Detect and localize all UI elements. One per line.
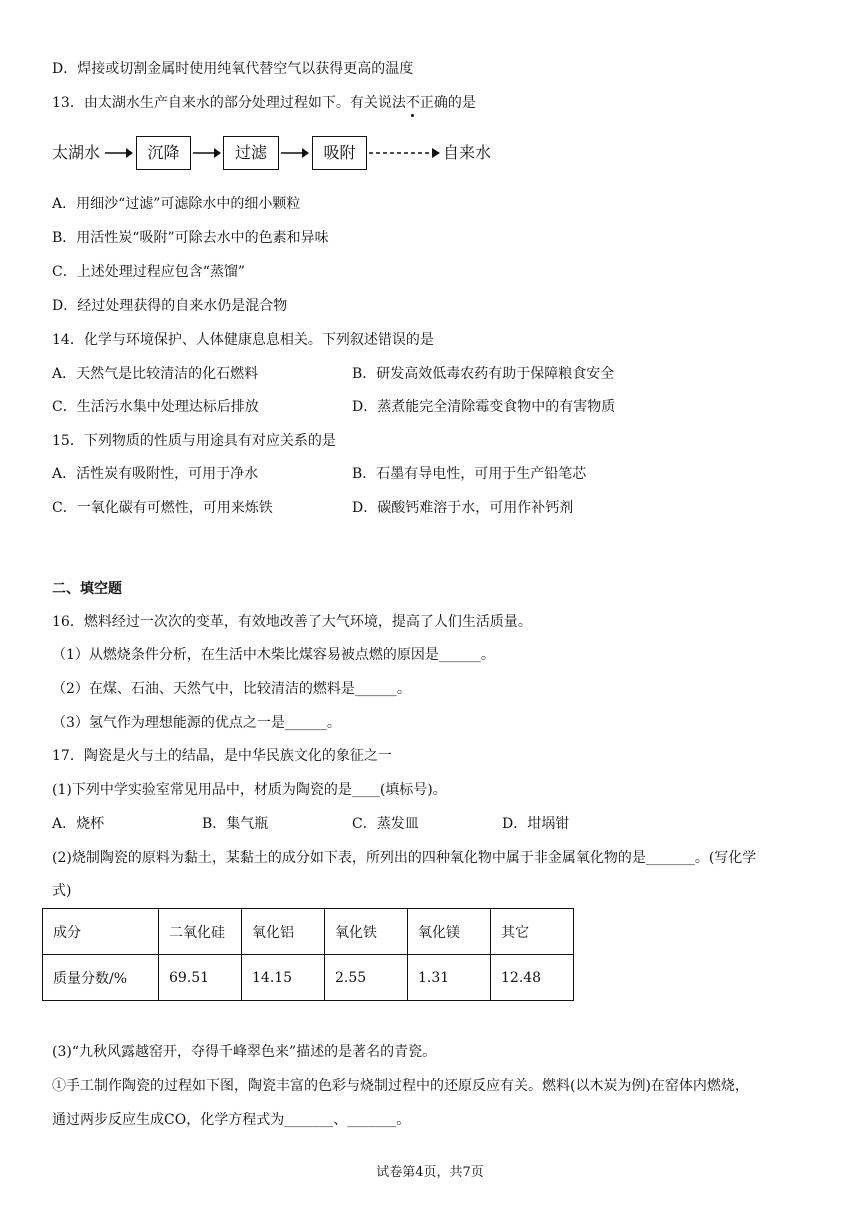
table-cell: 其它	[491, 909, 574, 955]
arrow-right-icon	[104, 136, 134, 170]
flow-source: 太湖水	[52, 143, 101, 162]
dashed-arrow-right-icon	[368, 136, 442, 170]
q13-option-d: D．经过处理获得的自来水仍是混合物	[52, 298, 288, 314]
q15-option-b: B．石墨有导电性，可用于生产铅笔芯	[352, 466, 587, 482]
q17-part-1-option-d: D．坩埚钳	[502, 816, 570, 832]
table-cell: 69.51	[159, 955, 242, 1001]
q17-part-3: (3)“九秋风露越窑开，夺得千峰翠色来”描述的是著名的青瓷。	[52, 1044, 437, 1060]
arrow-right-icon	[280, 136, 310, 170]
q13-option-b: B．用活性炭“吸附”可除去水中的色素和异味	[52, 230, 329, 246]
q17-part-1-option-c: C．蒸发皿	[352, 816, 419, 832]
table-cell: 成分	[43, 909, 159, 955]
q13-stem	[52, 93, 476, 113]
flow-step-adsorption: 吸附	[312, 136, 367, 170]
q17-part-2-line-2: 式)	[52, 883, 72, 899]
q16-stem: 16．燃料经过一次次的变革，有效地改善了大气环境，提高了人们生活质量。	[52, 614, 532, 630]
q15-option-a: A．活性炭有吸附性，可用于净水	[52, 466, 259, 482]
q16-part-2: （2）在煤、石油、天然气中，比较清洁的燃料是______。	[52, 681, 411, 697]
table-cell: 2.55	[325, 955, 408, 1001]
q14-option-c: C．生活污水集中处理达标后排放	[52, 399, 259, 415]
q17-part-2-line-1: (2)烧制陶瓷的原料为黏土，某黏土的成分如下表，所列出的四种氧化物中属于非金属氧化物的是_______。(写化学	[52, 850, 757, 866]
table-cell: 质量分数/%	[43, 955, 159, 1001]
table-row	[43, 955, 574, 1001]
q15-option-c: C．一氧化碳有可燃性，可用来炼铁	[52, 500, 273, 516]
q12-option-d: D．焊接或切割金属时使用纯氧代替空气以获得更高的温度	[52, 61, 414, 77]
q16-part-1: （1）从燃烧条件分析，在生活中木柴比煤容易被点燃的原因是______。	[52, 647, 495, 663]
table-cell: 氧化铝	[242, 909, 325, 955]
table-cell: 14.15	[242, 955, 325, 1001]
q17-part-1-option-b: B．集气瓶	[202, 816, 269, 832]
q15-option-d: D．碳酸钙难溶于水，可用作补钙剂	[352, 500, 574, 516]
q14-option-d: D．蒸煮能完全清除霉变食物中的有害物质	[352, 399, 616, 415]
q13-option-c: C．上述处理过程应包含“蒸馏”	[52, 264, 246, 280]
q13-stem-after: 正确的是	[419, 95, 476, 111]
q15-stem: 15．下列物质的性质与用途具有对应关系的是	[52, 433, 336, 449]
table-cell: 二氧化硅	[159, 909, 242, 955]
q13-stem-before: 13．由太湖水生产自来水的部分处理过程如下。有关说法	[52, 95, 406, 111]
arrow-right-icon	[192, 136, 222, 170]
table-cell: 氧化铁	[325, 909, 408, 955]
q13-option-a: A．用细沙“过滤”可滤除水中的细小颗粒	[52, 196, 301, 212]
q17-part-1: (1)下列中学实验室常见用品中，材质为陶瓷的是____(填标号)。	[52, 782, 447, 798]
flow-step-settling: 沉降	[136, 136, 191, 170]
page-footer: 试卷第4页，共7页	[376, 1165, 484, 1180]
section-title: 二、填空题	[52, 581, 122, 597]
q17-part-1-option-a: A．烧杯	[52, 816, 105, 832]
q13-stem-emphasis: 不	[405, 95, 420, 111]
flow-step-filtration: 过滤	[223, 136, 279, 170]
q17-stem: 17．陶瓷是火与土的结晶，是中华民族文化的象征之一	[52, 748, 392, 764]
flow-result: 自来水	[443, 143, 492, 162]
table-cell: 氧化镁	[408, 909, 491, 955]
q14-stem: 14．化学与环境保护、人体健康息息相关。下列叙述错误的是	[52, 332, 434, 348]
q17-part-3-sub-line-2: 通过两步反应生成CO，化学方程式为_______、_______。	[52, 1112, 411, 1128]
q16-part-3: （3）氢气作为理想能源的优点之一是______。	[52, 715, 341, 731]
q14-option-a: A．天然气是比较清洁的化石燃料	[52, 366, 259, 382]
clay-composition-table	[42, 908, 574, 1001]
table-cell: 12.48	[491, 955, 574, 1001]
table-cell: 1.31	[408, 955, 491, 1001]
table-header-row	[43, 909, 574, 955]
q17-part-3-sub-line-1: ①手工制作陶瓷的过程如下图，陶瓷丰富的色彩与烧制过程中的还原反应有关。燃料(以木炭为例)在窑体内燃烧，	[52, 1078, 749, 1094]
q14-option-b: B．研发高效低毒农药有助于保障粮食安全	[352, 366, 615, 382]
